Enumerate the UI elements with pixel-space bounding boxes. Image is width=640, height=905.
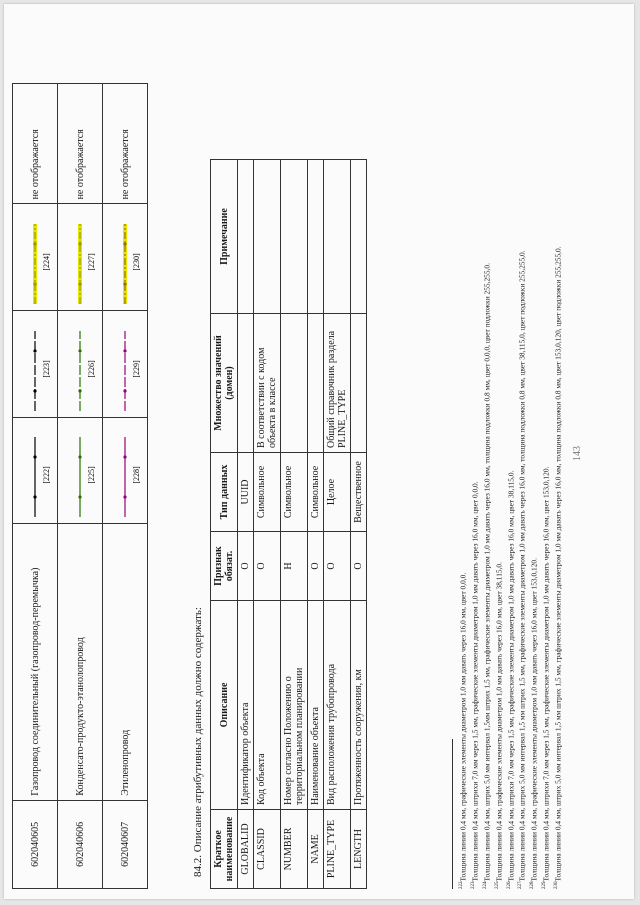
line-symbol-cell: [13, 204, 58, 311]
attr-note: [238, 160, 254, 314]
graphic-element: [33, 389, 36, 392]
attribute-row: [308, 160, 324, 889]
graphic-element: [123, 282, 126, 285]
footnote-text: Толщина линии 0,4 мм, графические элементы диаметром 1,0 мм давать через 16,0 мм, цвет 38,115,0.: [494, 562, 504, 882]
attributes-header-row: [211, 160, 238, 889]
graphic-element: [33, 349, 36, 352]
attr-value-set: [351, 314, 367, 453]
footnote-text: Толщина линии 0,4 мм, штрих 5,0 мм интервал 1,5мм штрих 1,5 мм, графические элементы диаметром 1,0 мм давать через 16,0 мм, толщина подложки 0,8 мм, цвет 0,0,0, цвет подложки 255,255,0.: [482, 263, 492, 882]
symbol-code: 602040606: [58, 800, 103, 888]
attributes-heading: 84.2. Описание атрибутивных данных должно содержать:: [192, 607, 204, 877]
footnote-ref: [223]: [42, 360, 51, 378]
footnote: [552, 49, 564, 889]
footnote-number: 222: [459, 881, 464, 889]
line-symbol-cell: [103, 311, 148, 418]
line-symbol: [105, 431, 145, 523]
footnote-number: 229: [542, 881, 548, 889]
graphic-element: [123, 349, 126, 352]
header-description: Описание: [211, 601, 238, 810]
attr-value-set: [308, 314, 324, 453]
footnote-text: Толщина линии 0,4 мм, штрих 5,0 мм интервал 1,5 мм штрих 1,5 мм, графические элементы диаметром 1,0 мм давать через 16,0 мм, толщина подложки 0,8 мм, цвет 38,115,0, цвет подложки 255,255,0.: [517, 250, 527, 882]
attr-note: [351, 160, 367, 314]
attribute-row: [351, 160, 367, 889]
graphic-element: [33, 456, 36, 459]
attr-data-type: UUID: [238, 453, 254, 532]
line-symbol: [15, 431, 55, 523]
line-symbol: [105, 325, 145, 417]
attr-data-type: Вещественное: [351, 453, 367, 532]
footnote-ref: [228]: [132, 466, 141, 485]
symbol-row: [58, 84, 103, 889]
header-data-type: Тип данных: [211, 453, 238, 532]
attr-value-set: В соответствии с кодом объекта в классе: [254, 314, 281, 453]
attr-description: Наименование объекта: [308, 601, 324, 810]
footnote-text: Толщина линии 0,4 мм, штрихи 7,0 мм через 1,5 мм, графические элементы диаметром 1,0 мм давать через 16,0 мм, цвет 0,0,0.: [470, 481, 480, 882]
graphic-element: [78, 242, 81, 245]
attr-required: О: [351, 532, 367, 601]
attr-description: Протяженность сооружения, км: [351, 601, 367, 810]
graphic-element: [33, 282, 36, 285]
attr-note: [324, 160, 351, 314]
attr-note: [308, 160, 324, 314]
attr-value-set: Общий справочник раздела PLINE_TYPE: [324, 314, 351, 453]
footnote-number: 226: [506, 881, 512, 889]
footnote-ref: [225]: [87, 466, 96, 485]
attr-description: Код объекта: [254, 601, 281, 810]
symbol-row: [13, 84, 58, 889]
line-symbols-table: [12, 83, 148, 889]
graphic-element: [123, 242, 126, 245]
line-symbol-cell: [13, 417, 58, 524]
symbol-code: 602040605: [13, 800, 58, 888]
attr-required: О: [308, 532, 324, 601]
graphic-element: [33, 496, 36, 499]
footnote-ref: [227]: [87, 253, 96, 271]
footnotes: [457, 49, 564, 889]
footnote: [481, 49, 493, 889]
footnote-number: 230: [554, 881, 559, 889]
attr-short-name: NAME: [308, 810, 324, 889]
attr-description: Номер согласно Положению о территориальном планировании: [281, 601, 308, 810]
attr-required: Н: [281, 532, 308, 601]
graphic-element: [78, 349, 81, 352]
attribute-row: [281, 160, 308, 889]
footnote-text: Толщина линии 0,4 мм, графические элементы диаметром 1,0 мм давать через 16,0 мм, цвет 153,0,120.: [529, 558, 539, 882]
symbol-row: [103, 84, 148, 889]
footnote-number: 225: [494, 881, 500, 889]
attr-note: [254, 160, 281, 314]
footnote-ref: [226]: [87, 360, 96, 378]
footnote: [457, 49, 469, 889]
footnote-number: 223: [470, 881, 476, 889]
attr-note: [281, 160, 308, 314]
line-symbol: [60, 325, 100, 417]
attr-required: О: [238, 532, 254, 601]
footnote-ref: [222]: [42, 466, 51, 485]
graphic-element: [78, 282, 81, 285]
footnote: [516, 49, 528, 889]
graphic-element: [123, 496, 126, 499]
attr-data-type: Целое: [324, 453, 351, 532]
line-symbol: [60, 431, 100, 523]
footnote-text: Толщина линии 0,4 мм, штрихи 7,0 мм через 1,5 мм, графические элементы диаметром 1,0 мм давать через 16,0 мм, цвет 38,115,0.: [505, 470, 515, 882]
attr-short-name: NUMBER: [281, 810, 308, 889]
attribute-row: [254, 160, 281, 889]
graphic-element: [78, 456, 81, 459]
footnote: [528, 49, 540, 889]
footnote-number: 228: [530, 881, 536, 889]
symbol-description: Газопровод соединительный (газопровод-перемычка): [13, 524, 58, 800]
attr-description: Вид расположения трубопровода: [324, 601, 351, 810]
attr-short-name: LENGTH: [351, 810, 367, 889]
line-symbol-cell: [58, 204, 103, 311]
footnote-text: Толщина линии 0,4 мм, штрихи 7,0 мм через 1,5 мм, графические элементы диаметром 1,0 мм давать через 16,0 мм, цвет 153,0,120.: [541, 466, 551, 882]
footnote-text: Толщина линии 0,4 мм, графические элементы диаметром 1,0 мм давать через 16,0 мм, цвет 0,0,0.: [458, 572, 468, 882]
attr-short-name: PLINE_TYPE: [324, 810, 351, 889]
attr-required: О: [254, 532, 281, 601]
attribute-row: [324, 160, 351, 889]
attr-short-name: CLASSID: [254, 810, 281, 889]
line-symbol-cell: [58, 417, 103, 524]
graphic-element: [78, 389, 81, 392]
footnote: [505, 49, 517, 889]
line-symbol: [15, 218, 55, 310]
footnote-separator: [452, 739, 453, 889]
rotated-content: [4, 4, 634, 899]
line-symbol-cell: [13, 311, 58, 418]
footnote-number: 227: [518, 881, 524, 889]
symbol-code: 602040607: [103, 800, 148, 888]
header-short-name: Краткое наименование: [211, 810, 238, 889]
graphic-element: [123, 456, 126, 459]
footnote-ref: [230]: [132, 253, 141, 271]
graphic-element: [123, 389, 126, 392]
line-symbol-cell: [58, 311, 103, 418]
footnote-number: 224: [482, 881, 488, 889]
line-symbol-cell: [103, 417, 148, 524]
footnote: [469, 49, 481, 889]
attr-value-set: [281, 314, 308, 453]
footnote-ref: [229]: [132, 360, 141, 378]
line-symbol-cell: [103, 204, 148, 311]
symbol-description: Конденсато-продукто-этанолопровод: [58, 524, 103, 800]
symbol-status: не отображается: [58, 84, 103, 204]
attr-data-type: Символьное: [308, 453, 324, 532]
footnote-ref: [224]: [42, 253, 51, 271]
attr-short-name: GLOBALID: [238, 810, 254, 889]
line-symbol: [60, 218, 100, 310]
attr-value-set: [238, 314, 254, 453]
header-required: Признак обязат.: [211, 532, 238, 601]
graphic-element: [33, 242, 36, 245]
graphic-element: [78, 496, 81, 499]
attr-data-type: Символьное: [281, 453, 308, 532]
line-symbol: [105, 218, 145, 310]
footnote: [540, 49, 552, 889]
symbol-status: не отображается: [13, 84, 58, 204]
attr-required: О: [324, 532, 351, 601]
header-value-set: Множество значений (домен): [211, 314, 238, 453]
attributes-table: [210, 159, 367, 889]
page-number: 143: [572, 446, 583, 461]
footnote-text: Толщина линии 0,4 мм, штрих 5,0 мм интервал 1,5 мм штрих 1,5 мм, графические элементы диаметром 1,0 мм давать через 16,0 мм, толщина подложки 0,8 мм, цвет 153,0,120, цвет подложки 255,255,0.: [553, 246, 563, 882]
attribute-row: [238, 160, 254, 889]
document-page: [4, 4, 634, 899]
attr-description: Идентификатор объекта: [238, 601, 254, 810]
attr-data-type: Символьное: [254, 453, 281, 532]
footnote: [493, 49, 505, 889]
line-symbol: [15, 325, 55, 417]
symbol-status: не отображается: [103, 84, 148, 204]
header-note: Примечание: [211, 160, 238, 314]
symbol-description: Этиленопровод: [103, 524, 148, 800]
